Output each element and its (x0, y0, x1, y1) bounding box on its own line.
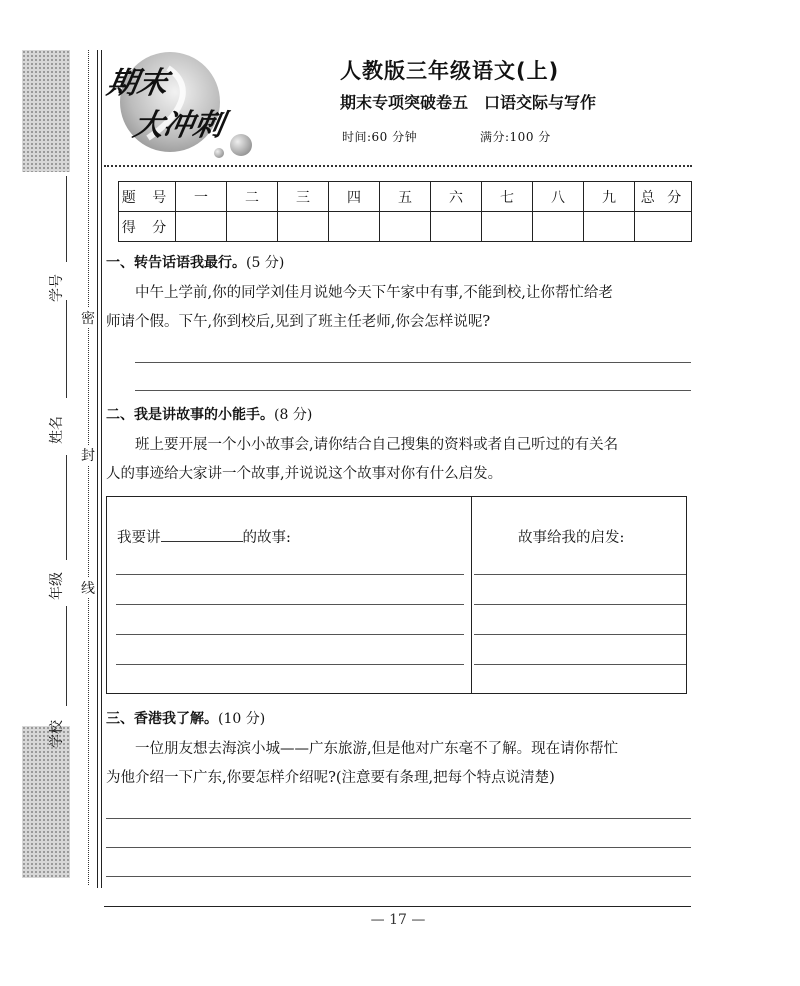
score-entry-cell[interactable] (482, 212, 533, 242)
answer-line[interactable] (106, 818, 691, 819)
question-2-line-2: 人的事迹给大家讲一个故事,并说说这个故事对你有什么启发。 (106, 466, 503, 482)
score-entry-cell[interactable] (533, 212, 584, 242)
question-1-title: 一、转告话语我最行。 (106, 255, 246, 271)
name-line (66, 300, 67, 398)
page-subtitle: 期末专项突破卷五 口语交际与写作 (340, 93, 597, 112)
story-title-label (117, 526, 291, 547)
binding-pattern-bottom (22, 726, 70, 878)
question-3-points: (10 分) (218, 711, 266, 727)
score-table-header-row (119, 182, 692, 212)
seal-char-feng: 封 (81, 445, 95, 465)
logo (104, 48, 258, 160)
score-table-cell: 得 分 (119, 212, 176, 242)
answer-line[interactable] (135, 390, 691, 391)
student-id-line (66, 176, 67, 262)
story-box-divider (471, 496, 472, 694)
question-2-points: (8 分) (274, 407, 313, 423)
seal-dashed-line (88, 50, 89, 885)
question-3-title: 三、香港我了解。 (106, 711, 218, 727)
page-title: 人教版三年级语文(上) (340, 59, 560, 83)
question-3-text (106, 735, 696, 793)
student-id-label: 学号 (49, 274, 65, 302)
score-entry-cell[interactable] (329, 212, 380, 242)
question-2-heading (106, 404, 312, 424)
score-table (118, 181, 692, 242)
score-entry-cell[interactable] (176, 212, 227, 242)
binding-rule-left (97, 50, 98, 888)
inspiration-label: 故事给我的启发: (518, 530, 625, 546)
score-table-cell: 一 (176, 182, 227, 212)
seal-char-mi: 密 (81, 308, 95, 328)
exam-time: 时间:60 分钟 (342, 130, 418, 144)
question-2-line-1: 班上要开展一个小小故事会,请你结合自己搜集的资料或者自己听过的有关名 (106, 437, 619, 453)
logo-text-1: 期末 (104, 66, 171, 101)
question-2-text (106, 431, 696, 489)
school-label: 学校 (49, 720, 65, 748)
score-entry-cell[interactable] (380, 212, 431, 242)
question-1-line-2: 师请个假。下午,你到校后,见到了班主任老师,你会怎样说呢? (106, 314, 491, 330)
question-3-line-1: 一位朋友想去海滨小城——广东旅游,但是他对广东毫不了解。现在请你帮忙 (106, 741, 619, 757)
logo-dot-small (214, 148, 224, 158)
question-3-line-2: 为他介绍一下广东,你要怎样介绍呢?(注意要有条理,把每个特点说清楚) (106, 770, 555, 786)
question-1-line-1: 中午上学前,你的同学刘佳月说她今天下午家中有事,不能到校,让你帮忙给老 (106, 285, 613, 301)
score-table-cell: 题 号 (119, 182, 176, 212)
footer-rule (104, 906, 691, 907)
header-divider (104, 165, 692, 167)
score-entry-cell[interactable] (227, 212, 278, 242)
binding-rule-right (101, 50, 102, 888)
score-entry-cell[interactable] (431, 212, 482, 242)
logo-dot-large (230, 134, 252, 156)
answer-line[interactable] (106, 847, 691, 848)
question-1-text (106, 279, 696, 337)
score-table-cell: 总 分 (635, 182, 692, 212)
inspiration-answer-line[interactable] (474, 604, 686, 605)
score-entry-cell[interactable] (635, 212, 692, 242)
inspiration-answer-line[interactable] (474, 664, 686, 665)
answer-line[interactable] (106, 876, 691, 877)
exam-full-score: 满分:100 分 (480, 130, 551, 144)
story-answer-line[interactable] (116, 574, 464, 575)
score-table-cell: 八 (533, 182, 584, 212)
grade-line (66, 455, 67, 560)
story-answer-line[interactable] (116, 634, 464, 635)
story-answer-line[interactable] (116, 604, 464, 605)
score-table-cell: 四 (329, 182, 380, 212)
story-title-prefix: 我要讲 (117, 530, 161, 546)
score-table-cell: 二 (227, 182, 278, 212)
question-1-points: (5 分) (246, 255, 285, 271)
binding-pattern-top (22, 50, 70, 172)
question-1-heading (106, 252, 284, 272)
question-2-title: 二、我是讲故事的小能手。 (106, 407, 274, 423)
inspiration-answer-line[interactable] (474, 574, 686, 575)
score-entry-cell[interactable] (278, 212, 329, 242)
inspiration-answer-line[interactable] (474, 634, 686, 635)
logo-text-2: 大冲刺 (130, 108, 227, 143)
score-table-cell: 五 (380, 182, 431, 212)
seal-char-xian: 线 (81, 578, 95, 598)
school-line (66, 606, 67, 706)
answer-line[interactable] (135, 362, 691, 363)
question-3-heading (106, 708, 265, 728)
page-number: — 17 — (370, 912, 426, 928)
story-answer-line[interactable] (116, 664, 464, 665)
story-title-blank[interactable] (161, 527, 243, 542)
score-table-cell: 九 (584, 182, 635, 212)
story-title-suffix: 的故事: (242, 530, 291, 546)
score-table-cell: 七 (482, 182, 533, 212)
name-label: 姓名 (49, 416, 65, 444)
score-table-cell: 六 (431, 182, 482, 212)
score-table-score-row (119, 212, 692, 242)
grade-label: 年级 (49, 572, 65, 600)
score-table-cell: 三 (278, 182, 329, 212)
score-entry-cell[interactable] (584, 212, 635, 242)
